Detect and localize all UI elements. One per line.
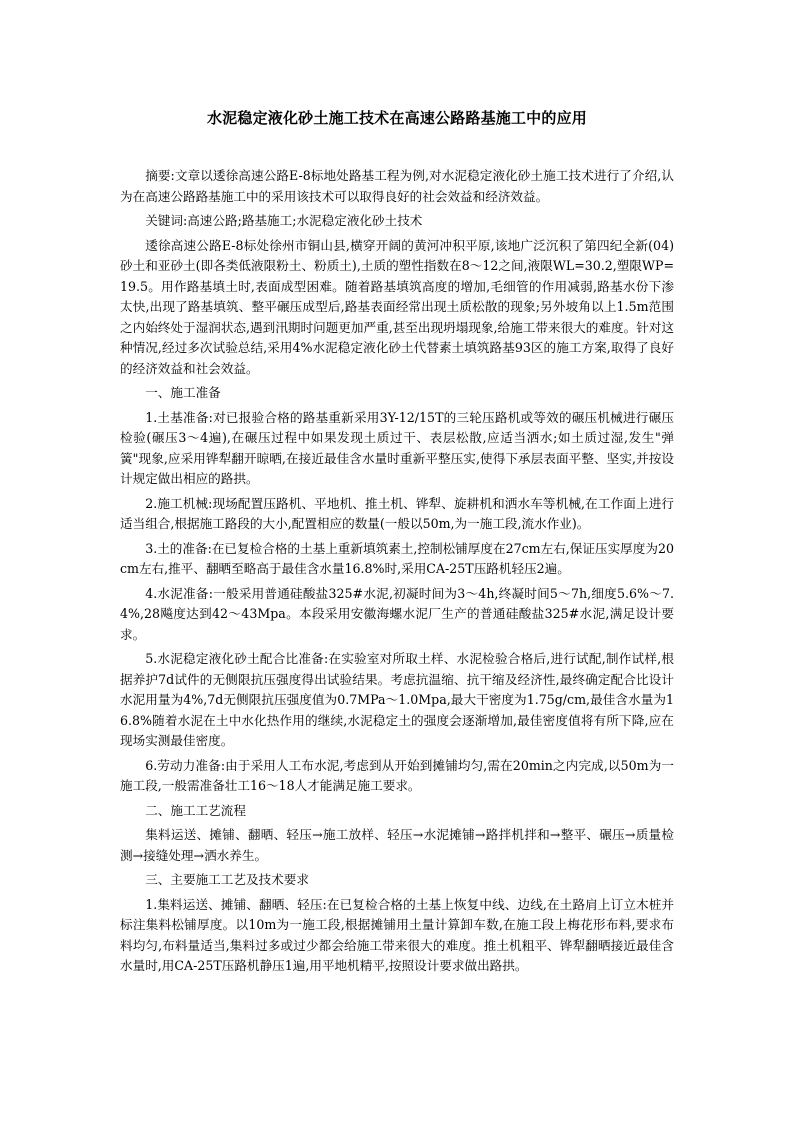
section3-paragraph-1: 1.集料运送、摊铺、翻晒、轻压:在已复检合格的土基上恢复中线、边线,在土路肩上订立木桩并标注集料松铺厚度。以10m为一施工段,根据摊铺用土量计算卸车数,在施工段上梅花形布料,要求布料均匀,布料量适当,集料过多或过少都会给施工带来很大的难度。推土机粗平、铧犁翻晒接近最佳含水量时,用CA-25T压路机静压1遍,用平地机精平,按照设计要求做出路拱。 <box>120 896 674 973</box>
intro-paragraph: 逶徐高速公路E-8标处徐州市铜山县,横穿开阔的黄河冲积平原,该地广泛沉积了第四纪全新(04)砂土和亚砂土(即各类低液限粉土、粉质土),土质的塑性指数在8～12之间,液限WL=30.2,塑限WP=19.5。用作路基填土时,表面成型困难。随着路基填筑高度的增加,毛细管的作用减弱,路基水份下渗太快,出现了路基填筑、整平碾压成型后,路基表面经常出现土质松散的现象;另外坡角以上1.5m范围之内始终处于湿润状态,遇到汛期时问题更加严重,甚至出现坍塌现象,给施工带来很大的难度。针对这种情况,经过多次试验总结,采用4%水泥稳定液化砂土代替素土填筑路基93区的施工方案,取得了良好的经济效益和社会效益。 <box>120 237 674 376</box>
section-heading-1: 一、施工准备 <box>145 385 221 400</box>
section1-paragraph-3: 3.土的准备:在已复检合格的土基上重新填筑素土,控制松铺厚度在27cm左右,保证压实厚度为20cm左右,推平、翻晒至略高于最佳含水量16.8%时,采用CA-25T压路机轻压2遍。 <box>120 540 674 576</box>
abstract-paragraph: 摘要:文章以逶徐高速公路E-8标地处路基工程为例,对水泥稳定液化砂土施工技术进行了介绍,认为在高速公路路基施工中的采用该技术可以取得良好的社会效益和经济效益。 <box>120 168 674 204</box>
document-title: 水泥稳定液化砂土施工技术在高速公路路基施工中的应用 <box>206 109 587 127</box>
section1-paragraph-5: 5.水泥稳定液化砂土配合比准备:在实验室对所取土样、水泥检验合格后,进行试配,制作试样,根据养护7d试件的无侧限抗压强度得出试验结果。考虑抗温缩、抗干缩及经济性,最终确定配合比设计水泥用量为4%,7d无侧限抗压强度值为0.7MPa～1.0Mpa,最大干密度为1.75g/cm,最佳含水量为16.8%随着水泥在土中水化热作用的继续,水泥稳定土的强度会逐渐增加,最佳密度值将有所下降,应在现场实测最佳密度。 <box>120 651 674 748</box>
section-heading-2: 二、施工工艺流程 <box>145 802 246 818</box>
keywords-paragraph: 关键词:高速公路;路基施工;水泥稳定液化砂土技术 <box>145 213 423 228</box>
section1-paragraph-1: 1.土基准备:对已报验合格的路基重新采用3Y-12/15T的三轮压路机或等效的碾压机械进行碾压检验(碾压3～4遍),在碾压过程中如果发现土质过干、表层松散,应适当洒水;如土质过湿,发生"弹簧"现象,应采用铧犁翻开晾晒,在接近最佳含水量时重新平整压实,使得下承层表面平整、坚实,并按设计规定做出相应的路拱。 <box>120 409 674 486</box>
section2-paragraph-1: 集料运送、摊铺、翻晒、轻压→施工放样、轻压→水泥摊铺→路拌机拌和→整平、碾压→质量检测→接缝处理→洒水养生。 <box>120 827 674 863</box>
section1-paragraph-6: 6.劳动力准备:由于采用人工布水泥,考虑到从开始到摊铺均匀,需在20min之内完成,以50m为一施工段,一般需准备壮工16～18人才能满足施工要求。 <box>120 757 674 793</box>
section1-paragraph-2: 2.施工机械:现场配置压路机、平地机、推土机、铧犁、旋耕机和洒水车等机械,在工作面上进行适当组合,根据施工路段的大小,配置相应的数量(一般以50m,为一施工段,流水作业)。 <box>120 495 674 531</box>
section1-paragraph-4: 4.水泥准备:一般采用普通硅酸盐325#水泥,初凝时间为3～4h,终凝时间5～7h,细度5.6%～7.4%,28飚度达到42～43Mpa。本段采用安徽海螺水泥厂生产的普通硅酸盐325#水泥,满足设计要求。 <box>120 585 674 642</box>
section-heading-3: 三、主要施工工艺及技术要求 <box>145 872 309 887</box>
